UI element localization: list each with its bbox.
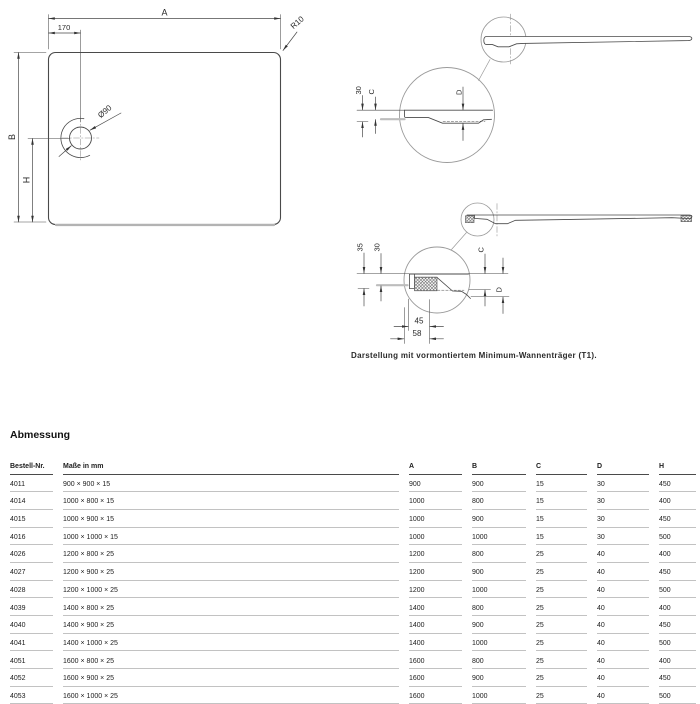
- table-cell: 40: [597, 581, 649, 599]
- table-cell: 40: [597, 651, 649, 669]
- col-header-d: D: [597, 454, 649, 475]
- table-cell: 4011: [10, 475, 53, 493]
- table-cell: 4028: [10, 581, 53, 599]
- col-header-h: H: [659, 454, 696, 475]
- sec1-dim-c-label: C: [367, 89, 376, 95]
- section-view-top: [354, 14, 692, 163]
- table-cell: 4016: [10, 528, 53, 546]
- table-cell: 4051: [10, 651, 53, 669]
- table-cell: 1400 × 1000 × 25: [63, 634, 399, 652]
- sec1-dim-30-label: 30: [354, 86, 363, 95]
- sec2-dim-35-label: 35: [355, 243, 365, 252]
- table-cell: 500: [659, 634, 696, 652]
- col-header-c: C: [536, 454, 587, 475]
- table-cell: 25: [536, 651, 587, 669]
- table-cell: 4015: [10, 510, 53, 528]
- detail-circle-large: [400, 68, 495, 163]
- page-title: Abmessung: [10, 429, 71, 441]
- detail-leader: [452, 233, 467, 250]
- table-cell: 30: [597, 510, 649, 528]
- table-cell: 25: [536, 581, 587, 599]
- plan-r10-leader: [283, 32, 297, 51]
- table-cell: 1000: [409, 528, 462, 546]
- plan-dim-h-label: H: [21, 176, 32, 184]
- table-cell: 1200: [409, 545, 462, 563]
- table-cell: 800: [472, 545, 526, 563]
- table-cell: 1000: [472, 528, 526, 546]
- plan-view: [7, 8, 306, 225]
- table-cell: 1200 × 900 × 25: [63, 563, 399, 581]
- table-cell: 40: [597, 669, 649, 687]
- sec2-dim-c: [469, 254, 491, 306]
- table-cell: 1600 × 1000 × 25: [63, 687, 399, 704]
- dimensions-table: [10, 454, 696, 704]
- detail-profile: [405, 110, 493, 123]
- table-cell: 500: [659, 581, 696, 599]
- table-cell: 4040: [10, 616, 53, 634]
- table-cell: 1400: [409, 616, 462, 634]
- table-cell: 800: [472, 598, 526, 616]
- table-cell: 1600 × 900 × 25: [63, 669, 399, 687]
- table-cell: 400: [659, 651, 696, 669]
- table-cell: 1400 × 900 × 25: [63, 616, 399, 634]
- col-header-bestell-nr: Bestell-Nr.: [10, 454, 53, 475]
- table-cell: 1000: [409, 510, 462, 528]
- tray-profile: [467, 215, 692, 224]
- table-cell: 1000: [472, 687, 526, 704]
- table-cell: 40: [597, 545, 649, 563]
- table-cell: 25: [536, 669, 587, 687]
- sec2-dim-45-label: 45: [414, 316, 424, 326]
- table-cell: 40: [597, 563, 649, 581]
- table-cell: 1000 × 1000 × 15: [63, 528, 399, 546]
- table-cell: 1600: [409, 651, 462, 669]
- table-cell: 15: [536, 528, 587, 546]
- table-cell: 4041: [10, 634, 53, 652]
- col-header-b: B: [472, 454, 526, 475]
- plan-dim-b-label: B: [7, 133, 17, 141]
- table-cell: 1000: [409, 492, 462, 510]
- sec2-dim-d: [471, 258, 509, 314]
- table-cell: 15: [536, 492, 587, 510]
- table-cell: 900: [472, 669, 526, 687]
- table-cell: 800: [472, 492, 526, 510]
- table-cell: 15: [536, 510, 587, 528]
- table-cell: 450: [659, 616, 696, 634]
- table-cell: 900 × 900 × 15: [63, 475, 399, 493]
- table-cell: 40: [597, 598, 649, 616]
- section-view-bottom: [356, 203, 692, 344]
- table-cell: 4053: [10, 687, 53, 704]
- table-cell: 25: [536, 687, 587, 704]
- table-cell: 25: [536, 545, 587, 563]
- table-cell: 400: [659, 598, 696, 616]
- table-cell: 1200: [409, 563, 462, 581]
- table-cell: 500: [659, 528, 696, 546]
- table-cell: 1400 × 800 × 25: [63, 598, 399, 616]
- sec2-dim-30-label: 30: [372, 243, 382, 252]
- table-cell: 30: [597, 528, 649, 546]
- plan-dim-b: [14, 53, 46, 223]
- table-cell: 25: [536, 616, 587, 634]
- col-header-a: A: [409, 454, 462, 475]
- table-cell: 1400: [409, 598, 462, 616]
- table-cell: 500: [659, 687, 696, 704]
- table-cell: 1000: [472, 581, 526, 599]
- table-cell: 900: [472, 475, 526, 493]
- table-cell: 25: [536, 563, 587, 581]
- table-cell: 40: [597, 687, 649, 704]
- table-cell: 4014: [10, 492, 53, 510]
- table-cell: 4027: [10, 563, 53, 581]
- table-cell: 450: [659, 475, 696, 493]
- table-cell: 1000 × 900 × 15: [63, 510, 399, 528]
- sec2-dim-c-label: C: [476, 247, 486, 253]
- table-cell: 1600: [409, 687, 462, 704]
- table-cell: 25: [536, 598, 587, 616]
- table-cell: 4039: [10, 598, 53, 616]
- plan-dim-a-label: A: [161, 7, 168, 18]
- support-block-detail: [415, 277, 438, 291]
- sec2-dim-58-label: 58: [412, 329, 422, 338]
- table-cell: 30: [597, 492, 649, 510]
- table-cell: 25: [536, 634, 587, 652]
- table-cell: 1000 × 800 × 15: [63, 492, 399, 510]
- table-cell: 1200 × 800 × 25: [63, 545, 399, 563]
- table-cell: 450: [659, 510, 696, 528]
- table-cell: 15: [536, 475, 587, 493]
- table-cell: 1400: [409, 634, 462, 652]
- table-cell: 900: [472, 563, 526, 581]
- table-cell: 30: [597, 475, 649, 493]
- table-cell: 1200 × 1000 × 25: [63, 581, 399, 599]
- drain-dia-label: Ø90: [96, 103, 114, 120]
- table-cell: 40: [597, 616, 649, 634]
- table-cell: 900: [472, 616, 526, 634]
- table-cell: 1200: [409, 581, 462, 599]
- table-cell: 4052: [10, 669, 53, 687]
- table-cell: 800: [472, 651, 526, 669]
- table-cell: 40: [597, 634, 649, 652]
- table-cell: 450: [659, 563, 696, 581]
- table-cell: 450: [659, 669, 696, 687]
- plan-r10-label: R10: [288, 14, 306, 31]
- tray-outline: [49, 53, 281, 225]
- sec1-dim-d-label: D: [454, 89, 464, 95]
- col-header-masse: Maße in mm: [63, 454, 399, 475]
- table-cell: 900: [472, 510, 526, 528]
- table-cell: 1000: [472, 634, 526, 652]
- table-cell: 1600 × 800 × 25: [63, 651, 399, 669]
- table-cell: 900: [409, 475, 462, 493]
- table-cell: 400: [659, 492, 696, 510]
- table-cell: 400: [659, 545, 696, 563]
- table-cell: 1600: [409, 669, 462, 687]
- detail-leader: [479, 60, 491, 81]
- table-cell: 4026: [10, 545, 53, 563]
- plan-dim-a: [49, 15, 281, 50]
- plan-dim-170-label: 170: [57, 23, 71, 32]
- support-block-left: [466, 216, 475, 223]
- drawing-caption: Darstellung mit vormontiertem Minimum-Wannenträger (T1).: [351, 351, 597, 360]
- sec2-dim-d-label: D: [494, 287, 504, 293]
- tray-profile: [484, 37, 692, 47]
